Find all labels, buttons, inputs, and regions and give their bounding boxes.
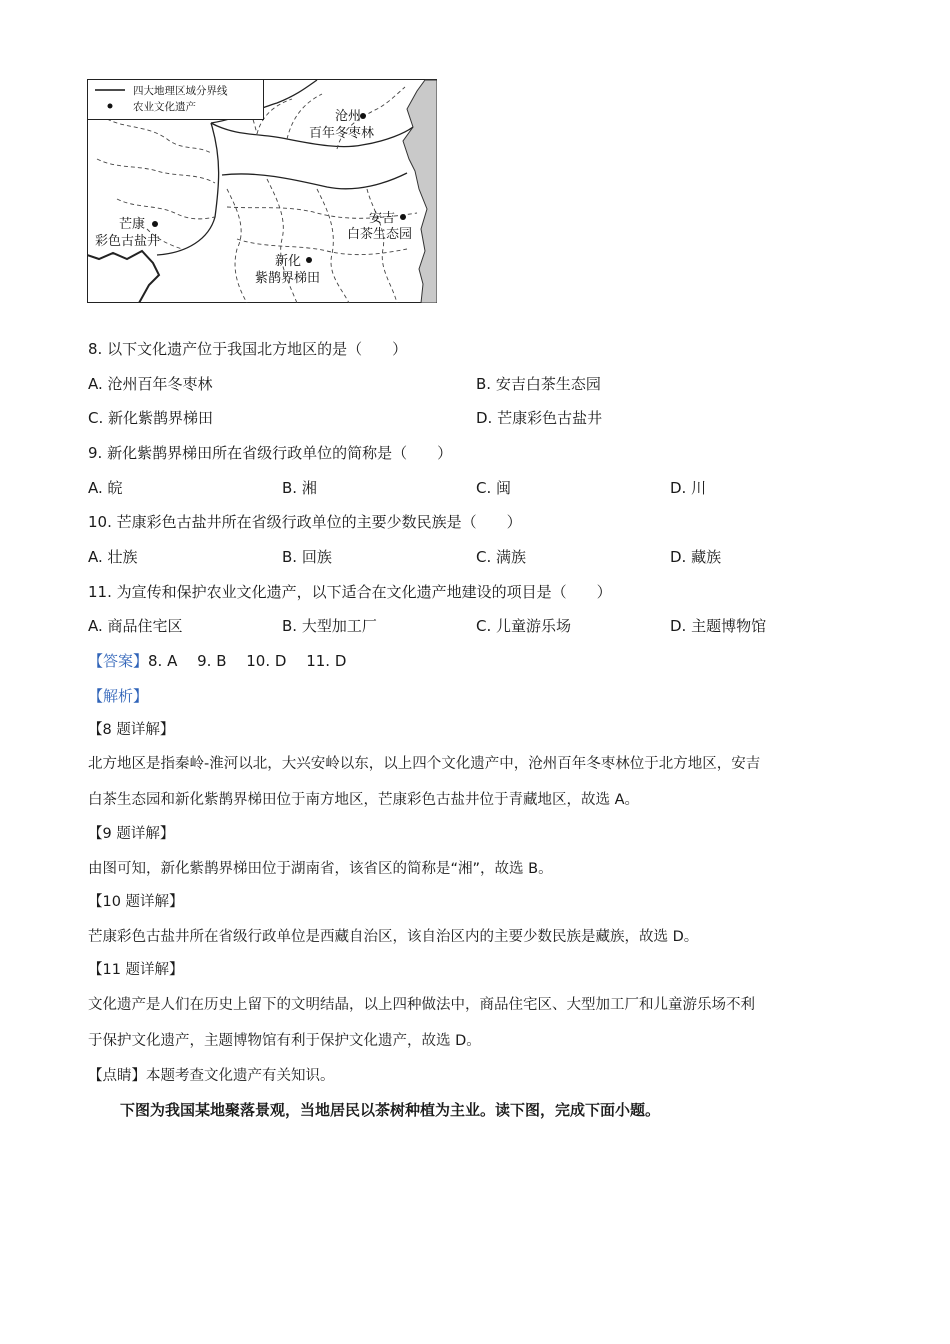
- q9-option-b: B. 湘: [282, 479, 317, 497]
- q10-option-b: B. 回族: [282, 548, 332, 566]
- q9-option-a: A. 皖: [88, 479, 123, 497]
- q11-stem: 11. 为宣传和保护农业文化遗产，以下适合在文化遗产地建设的项目是（ ）: [88, 583, 612, 601]
- mangkang-point: [152, 221, 158, 227]
- heritage-map: [87, 79, 437, 303]
- xinhua-site: 紫鹊界梯田: [255, 271, 321, 286]
- q8-option-c: C. 新化紫鹊界梯田: [88, 409, 214, 427]
- d11-line2: 于保护文化遗产，主题博物馆有利于保护文化遗产，故选 D。: [88, 1033, 481, 1049]
- mangkang-name: 芒康: [119, 217, 146, 232]
- q10-option-a: A. 壮族: [88, 548, 138, 566]
- q8-option-d: D. 芒康彩色古盐井: [476, 409, 603, 427]
- d10-line1: 芒康彩色古盐井所在省级行政单位是西藏自治区，该自治区内的主要少数民族是藏族，故选 D。: [88, 929, 699, 945]
- anji-point: [400, 214, 406, 220]
- anji-site: 白茶生态园: [347, 227, 413, 242]
- answer-line: [88, 651, 346, 671]
- xinhua-point: [306, 257, 312, 263]
- legend-heritage-label: 农业文化遗产: [133, 101, 196, 113]
- q11-option-c: C. 儿童游乐场: [476, 617, 572, 635]
- q8-option-b: B. 安吉白茶生态园: [476, 375, 601, 393]
- mangkang-site: 彩色古盐井: [95, 234, 161, 249]
- d9-line1: 由图可知，新化紫鹊界梯田位于湖南省，该省区的简称是“湘”，故选 B。: [88, 861, 553, 877]
- q8-option-a: A. 沧州百年冬枣林: [88, 375, 213, 393]
- q9-option-d: D. 川: [670, 479, 707, 497]
- d9-title: 【9 题详解】: [88, 826, 175, 842]
- legend-boundary-label: 四大地理区域分界线: [133, 85, 228, 97]
- q10-option-c: C. 满族: [476, 548, 527, 566]
- q10-stem: 10. 芒康彩色古盐井所在省级行政单位的主要少数民族是（ ）: [88, 513, 522, 531]
- d8-line2: 白茶生态园和新化紫鹊界梯田位于南方地区，芒康彩色古盐井位于青藏地区，故选 A。: [88, 792, 640, 808]
- comment-line: 【点睛】本题考查文化遗产有关知识。: [88, 1068, 335, 1084]
- answer-values: 8. A 9. B 10. D 11. D: [148, 652, 347, 670]
- d8-line1: 北方地区是指秦岭-淮河以北，大兴安岭以东，以上四个文化遗产中，沧州百年冬枣林位于北方地区，安吉: [88, 756, 761, 772]
- analysis-label: 【解析】: [88, 687, 149, 705]
- q9-option-c: C. 闽: [476, 479, 512, 497]
- d10-title: 【10 题详解】: [88, 894, 184, 910]
- q9-stem: 9. 新化紫鹊界梯田所在省级行政单位的简称是（ ）: [88, 444, 453, 462]
- d11-line1: 文化遗产是人们在历史上留下的文明结晶，以上四种做法中，商品住宅区、大型加工厂和儿童游乐场不利: [88, 997, 755, 1013]
- q8-stem: 8. 以下文化遗产位于我国北方地区的是（ ）: [88, 340, 408, 358]
- xinhua-name: 新化: [275, 254, 302, 269]
- cangzhou-name: 沧州: [335, 109, 362, 124]
- anji-name: 安吉: [369, 211, 396, 226]
- q11-option-a: A. 商品住宅区: [88, 617, 183, 635]
- q11-option-d: D. 主题博物馆: [670, 617, 767, 635]
- q11-option-b: B. 大型加工厂: [282, 617, 377, 635]
- cangzhou-site: 百年冬枣林: [309, 126, 375, 141]
- d8-title: 【8 题详解】: [88, 722, 175, 738]
- next-question-intro: 下图为我国某地聚落景观，当地居民以茶树种植为主业。读下图，完成下面小题。: [120, 1101, 661, 1119]
- q10-option-d: D. 藏族: [670, 548, 722, 566]
- d11-title: 【11 题详解】: [88, 962, 184, 978]
- answer-label: 【答案】: [88, 652, 149, 670]
